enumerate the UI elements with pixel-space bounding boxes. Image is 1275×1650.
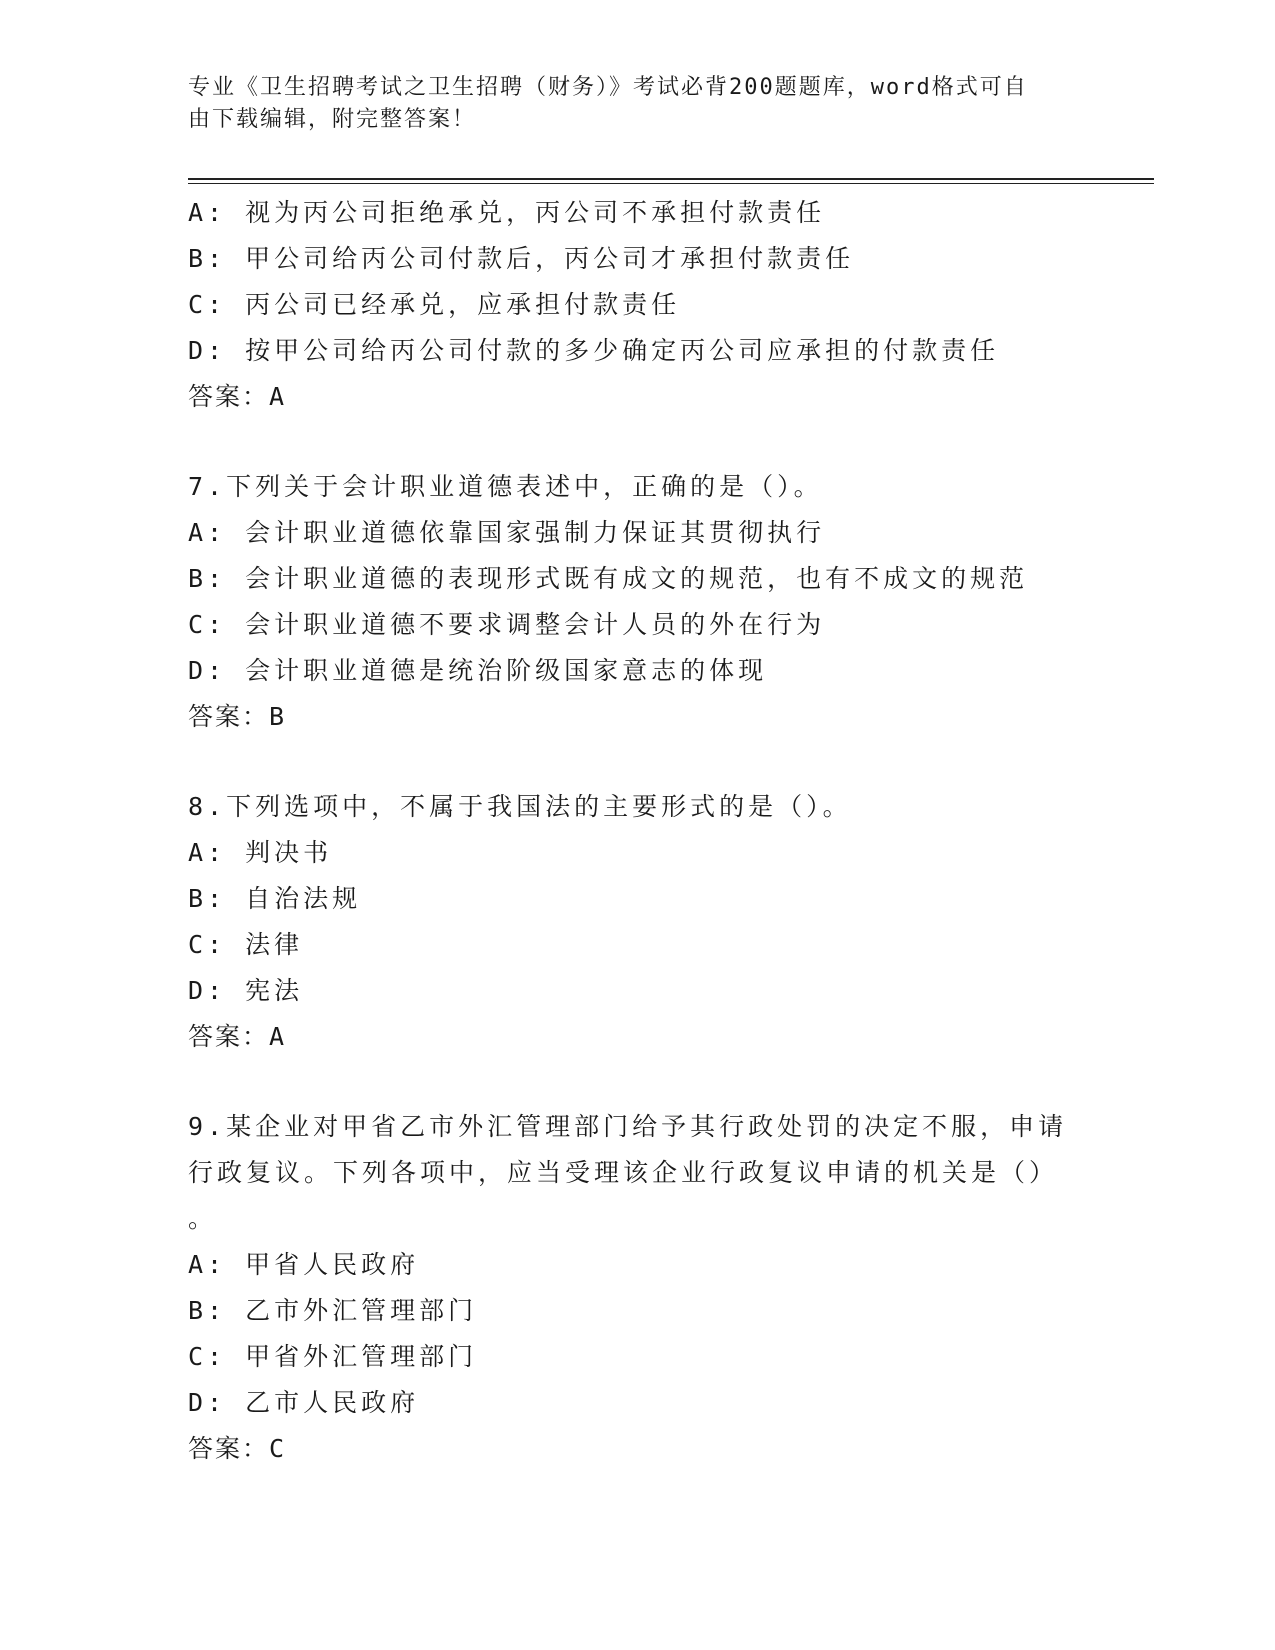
answer-label: 答案：: [188, 702, 270, 731]
answer-line: [188, 1014, 1088, 1060]
question-list: [188, 190, 1088, 1472]
option-b: B: 自治法规: [188, 884, 362, 913]
question-stem: 8.下列选项中，不属于我国法的主要形式的是（）。: [188, 792, 852, 821]
question-6: [188, 190, 1088, 420]
answer-label: 答案：: [188, 382, 270, 411]
answer-line: [188, 374, 1088, 420]
option-c: C: 甲省外汇管理部门: [188, 1342, 478, 1371]
option-c: C: 会计职业道德不要求调整会计人员的外在行为: [188, 610, 826, 639]
answer-value: C: [269, 1434, 287, 1463]
option-c: C: 法律: [188, 930, 304, 959]
question-8: [188, 784, 1088, 1060]
header-line-1: 专业《卫生招聘考试之卫生招聘（财务）》考试必背200题题库，word格式可自: [188, 75, 1028, 100]
question-stem: 7.下列关于会计职业道德表述中，正确的是（）。: [188, 472, 823, 501]
answer-value: A: [269, 1022, 287, 1051]
option-a: A: 视为丙公司拒绝承兑，丙公司不承担付款责任: [188, 198, 826, 227]
option-c: C: 丙公司已经承兑，应承担付款责任: [188, 290, 681, 319]
option-b: B: 乙市外汇管理部门: [188, 1296, 478, 1325]
option-b: B: 甲公司给丙公司付款后，丙公司才承担付款责任: [188, 244, 855, 273]
answer-line: [188, 694, 1088, 740]
question-stem-line-1: 9.某企业对甲省乙市外汇管理部门给予其行政处罚的决定不服，申请: [188, 1112, 1068, 1141]
header-line-2: 由下载编辑，附完整答案！: [188, 107, 477, 132]
header-rule-thick: [188, 178, 1154, 180]
option-a: A: 甲省人民政府: [188, 1250, 420, 1279]
question-9: [188, 1104, 1088, 1472]
answer-line: [188, 1426, 1088, 1472]
answer-value: A: [269, 382, 287, 411]
question-stem-line-3: 。: [188, 1204, 218, 1233]
header-rule-thin: [188, 183, 1154, 184]
answer-label: 答案：: [188, 1434, 270, 1463]
answer-value: B: [269, 702, 287, 731]
option-d: D: 乙市人民政府: [188, 1388, 420, 1417]
option-a: A: 判决书: [188, 838, 333, 867]
question-7: [188, 464, 1088, 740]
option-d: D: 会计职业道德是统治阶级国家意志的体现: [188, 656, 768, 685]
option-a: A: 会计职业道德依靠国家强制力保证其贯彻执行: [188, 518, 826, 547]
option-d: D: 按甲公司给丙公司付款的多少确定丙公司应承担的付款责任: [188, 336, 1000, 365]
option-d: D: 宪法: [188, 976, 304, 1005]
option-b: B: 会计职业道德的表现形式既有成文的规范，也有不成文的规范: [188, 564, 1029, 593]
document-header: [188, 72, 1068, 136]
question-stem-line-2: 行政复议。下列各项中，应当受理该企业行政复议申请的机关是（）: [188, 1158, 1059, 1187]
answer-label: 答案：: [188, 1022, 270, 1051]
